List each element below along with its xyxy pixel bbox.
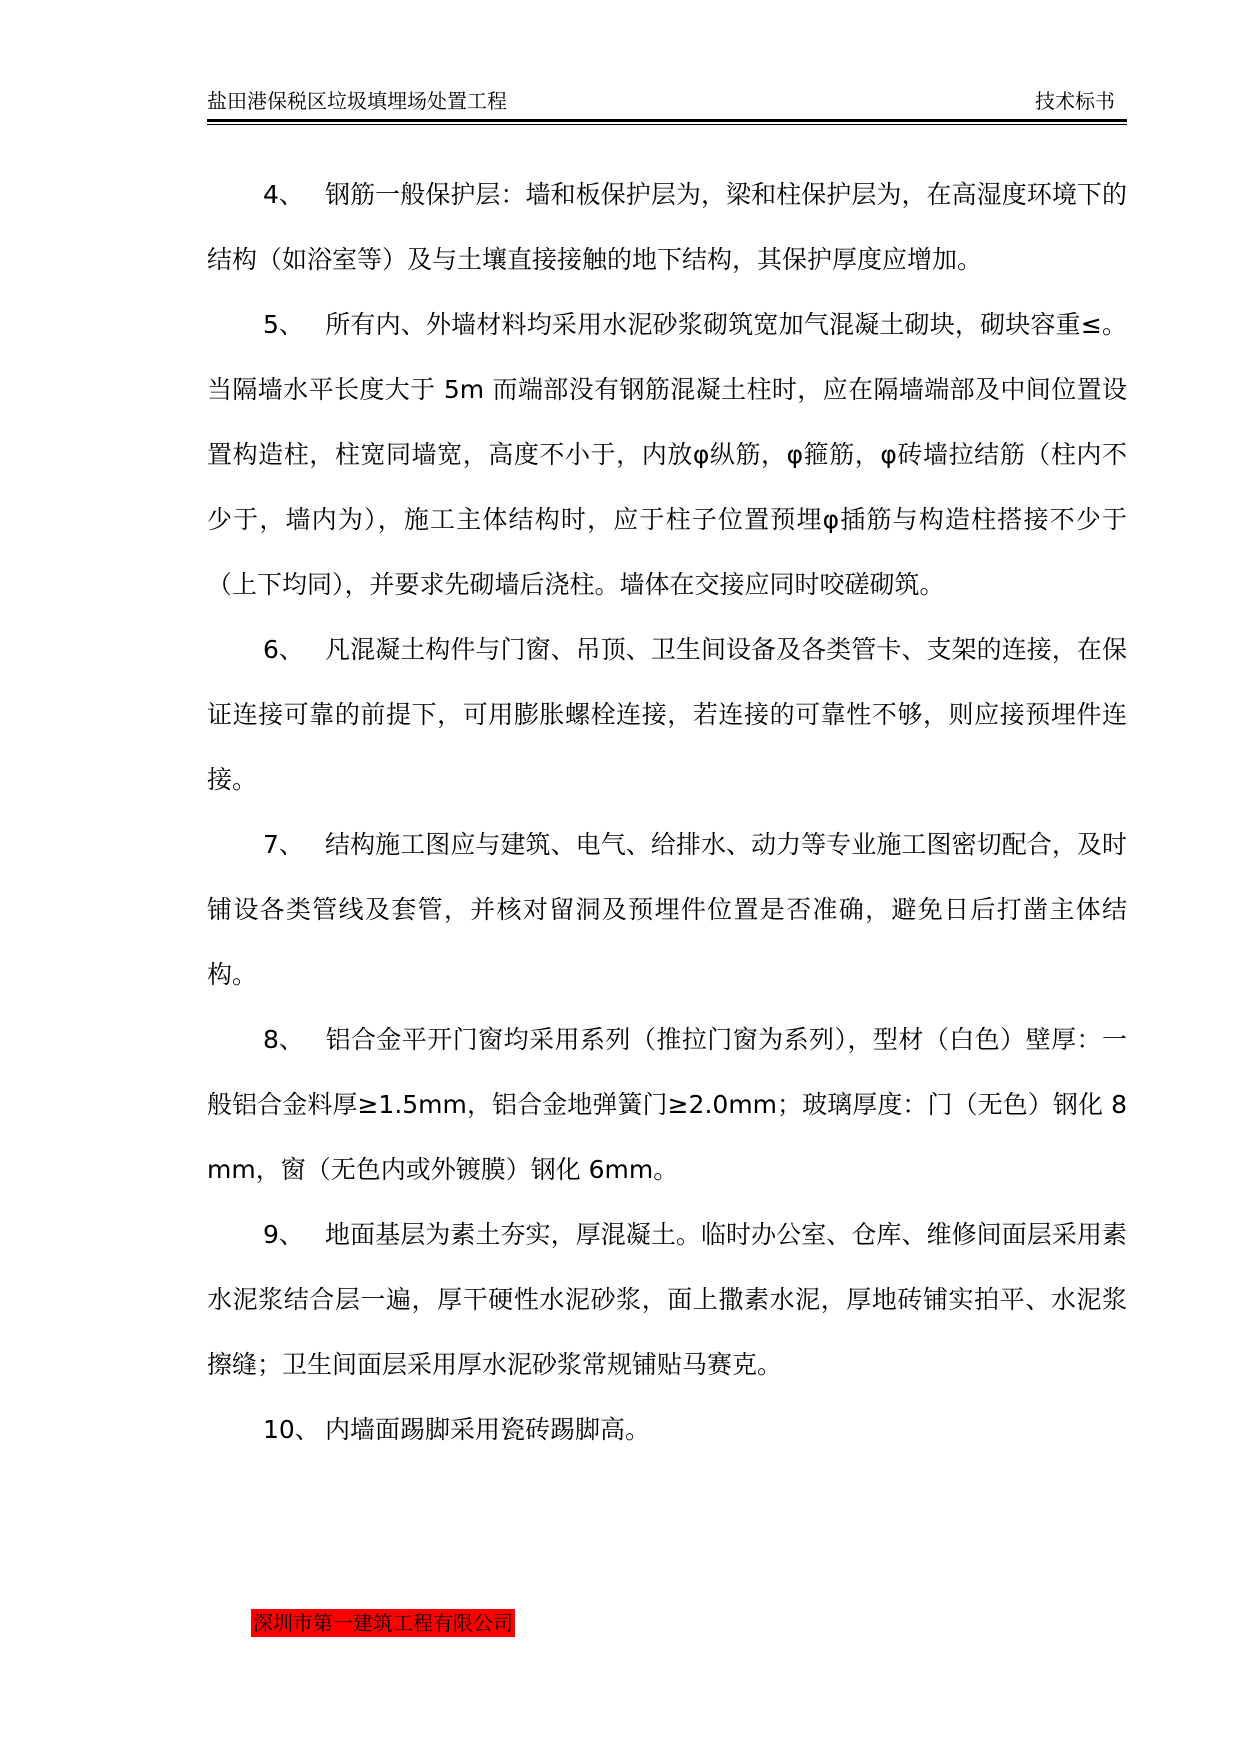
- project-title: 盐田港保税区垃圾填埋场处置工程: [207, 89, 507, 113]
- paragraph-number: 4、: [263, 180, 304, 209]
- paragraph-number: 7、: [263, 830, 304, 859]
- document-type: 技术标书: [1035, 89, 1115, 113]
- paragraph-text: 结构施工图应与建筑、电气、给排水、动力等专业施工图密切配合，及时铺设各类管线及套管，并核对留洞及预埋件位置是否准确，避免日后打凿主体结构。: [207, 830, 1127, 989]
- paragraph-7: [207, 812, 1127, 1007]
- paragraph-5: [207, 292, 1127, 617]
- company-footer: 深圳市第一建筑工程有限公司: [253, 1611, 513, 1635]
- paragraph-text: 内墙面踢脚采用瓷砖踢脚高。: [325, 1415, 651, 1444]
- paragraph-9: [207, 1202, 1127, 1397]
- paragraph-text: 凡混凝土构件与门窗、吊顶、卫生间设备及各类管卡、支架的连接，在保证连接可靠的前提下，可用膨胀螺栓连接，若连接的可靠性不够，则应接预埋件连接。: [207, 635, 1127, 794]
- paragraph-number: 8、: [263, 1025, 304, 1054]
- document-body: [207, 162, 1127, 1462]
- paragraph-text: 地面基层为素土夯实，厚混凝土。临时办公室、仓库、维修间面层采用素水泥浆结合层一遍，厚干硬性水泥砂浆，面上撒素水泥，厚地砖铺实拍平、水泥浆擦缝；卫生间面层采用厚水泥砂浆常规铺贴马赛克。: [207, 1220, 1127, 1379]
- paragraph-number: 5、: [263, 310, 304, 339]
- paragraph-text: 钢筋一般保护层：墙和板保护层为，梁和柱保护层为，在高湿度环境下的结构（如浴室等）及与土壤直接接触的地下结构，其保护厚度应增加。: [207, 180, 1127, 274]
- paragraph-4: [207, 162, 1127, 292]
- paragraph-10: [207, 1397, 1127, 1462]
- paragraph-6: [207, 617, 1127, 812]
- paragraph-text: 所有内、外墙材料均采用水泥砂浆砌筑宽加气混凝土砌块，砌块容重≤。当隔墙水平长度大于 5m 而端部没有钢筋混凝土柱时，应在隔墙端部及中间位置设置构造柱，柱宽同墙宽，高度不小于，内放φ纵筋，φ箍筋，φ砖墙拉结筋（柱内不少于，墙内为），施工主体结构时，应于柱子位置预埋φ插筋与构造柱搭接不少于（上下均同），并要求先砌墙后浇柱。墙体在交接应同时咬磋砌筑。: [207, 310, 1127, 599]
- page-header: [207, 88, 1127, 118]
- paragraph-text: 铝合金平开门窗均采用系列（推拉门窗为系列），型材（白色）壁厚：一般铝合金料厚≥1.5mm，铝合金地弹簧门≥2.0mm；玻璃厚度：门（无色）钢化 8mm，窗（无色内或外镀膜）钢化 6mm。: [207, 1025, 1127, 1184]
- paragraph-number: 6、: [263, 635, 304, 664]
- paragraph-number: 9、: [263, 1220, 304, 1249]
- paragraph-number: 10、: [263, 1415, 320, 1444]
- header-rule-thin: [207, 124, 1127, 125]
- header-rule-thick: [207, 119, 1127, 122]
- paragraph-8: [207, 1007, 1127, 1202]
